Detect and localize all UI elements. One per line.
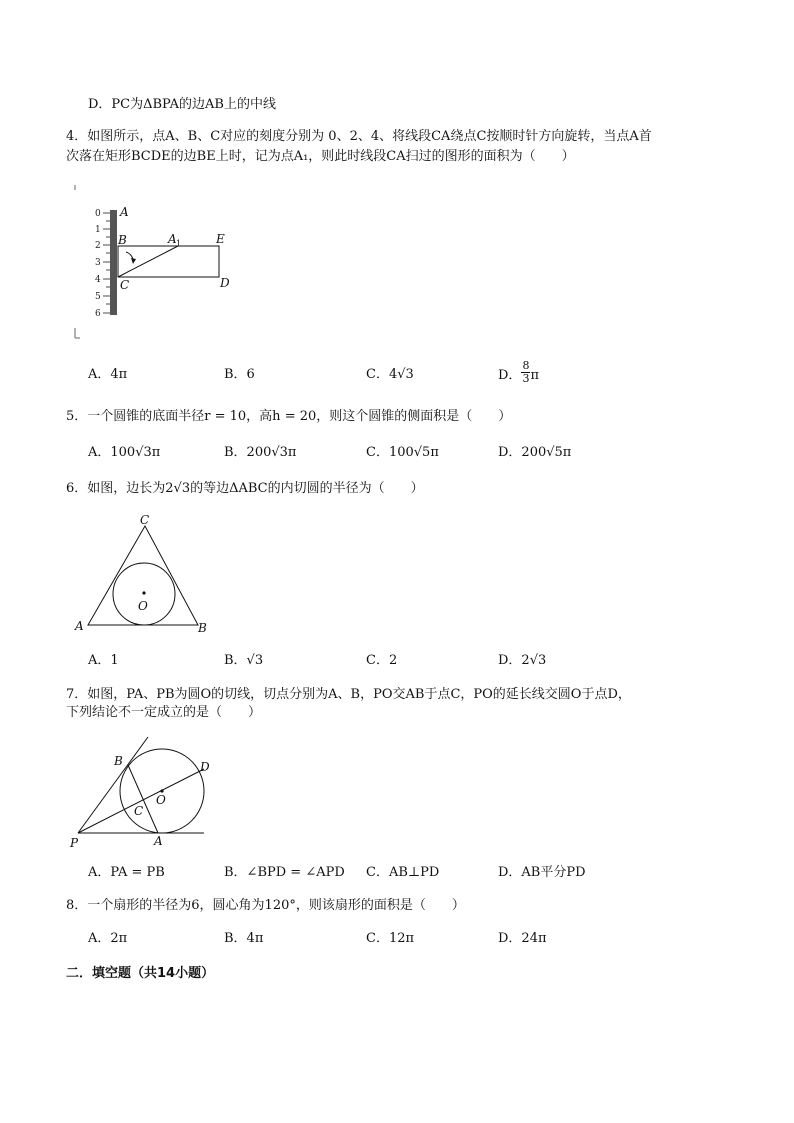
section-title: 二．填空题（共14小题） (66, 966, 215, 981)
q8-option-c: C．12π (366, 931, 415, 946)
label-a: A (120, 205, 129, 219)
q4-option-c: C．4√3 (366, 367, 414, 382)
q7-option-d: D．AB平分PD (498, 865, 586, 880)
q8-option-a: A．2π (88, 931, 128, 946)
label-o: O (156, 793, 166, 807)
q8-stem: 8．一个扇形的半径为6，圆心角为120°，则该扇形的面积是（ ） (66, 898, 465, 913)
ruler-tick-4: 4 (95, 275, 101, 285)
label-d: D (200, 760, 210, 774)
label-o: O (138, 599, 148, 613)
chord-ab (128, 765, 158, 833)
label-b: B (114, 754, 123, 768)
fraction-denominator: 3 (522, 372, 530, 385)
ruler-tick-3: 3 (95, 258, 101, 268)
q4-option-a: A．4π (88, 367, 128, 382)
q7-stem-line2: 下列结论不一定成立的是（ ） (66, 705, 262, 720)
q7-option-b: B．∠BPD = ∠APD (224, 865, 345, 880)
label-c: C (134, 804, 144, 818)
q4-option-b: B．6 (224, 367, 255, 382)
label-d: D (220, 276, 230, 290)
label-c: C (140, 513, 150, 527)
tangent-pb (78, 737, 148, 833)
center-o (142, 591, 145, 594)
ruler-tick-2: 2 (95, 241, 101, 251)
line-pd (78, 769, 204, 833)
label-a1-sub: 1 (176, 239, 182, 248)
label-b: B (198, 621, 207, 635)
label-e: E (216, 232, 225, 246)
q5-option-a: A．100√3π (88, 445, 161, 460)
q5-option-b: B．200√3π (224, 445, 297, 460)
ruler-tick-6: 6 (95, 309, 101, 319)
q6-option-a: A．1 (88, 653, 119, 668)
ruler-tick-1: 1 (95, 225, 101, 235)
q7-option-a: A．PA = PB (88, 865, 165, 880)
fraction-numerator: 8 (522, 359, 530, 372)
q6-option-c: C．2 (366, 653, 398, 668)
ruler-bar (110, 210, 117, 315)
q4-option-d-label: D． (498, 368, 522, 383)
q8-option-d: D．24π (498, 931, 547, 946)
q7-option-c: C．AB⊥PD (366, 865, 440, 880)
ruler-tick-0: 0 (95, 209, 101, 219)
q4-ruler-figure (70, 180, 240, 345)
q4-stem-line1: 4．如图所示，点A、B、C对应的刻度分别为 0、2、4、将线段CA绕点C按顺时针方向旋转，当点A首 (66, 129, 652, 144)
q6-stem: 6．如图，边长为2√3的等边ΔABC的内切圆的半径为（ ） (66, 481, 424, 496)
q6-option-d: D．2√3 (498, 653, 547, 668)
segment-ca1 (118, 246, 178, 277)
label-a: A (154, 834, 163, 848)
q4-option-d (498, 359, 539, 385)
label-b: B (118, 233, 127, 247)
q6-triangle-figure (72, 510, 222, 640)
q8-option-b: B．4π (224, 931, 264, 946)
q5-stem: 5．一个圆锥的底面半径r = 10，高h = 20，则这个圆锥的侧面积是（ ） (66, 409, 512, 424)
q7-tangent-figure (68, 735, 218, 855)
fraction-tail: π (530, 368, 539, 383)
q7-stem-line1: 7．如图，PA、PB为圆O的切线，切点分别为A、B，PO交AB于点C，PO的延长线交圆O于点D， (66, 687, 631, 702)
q5-option-d: D．200√5π (498, 445, 572, 460)
label-p: P (70, 836, 79, 850)
label-c: C (120, 278, 130, 292)
q4-stem-line2: 次落在矩形BCDE的边BE上时，记为点A₁，则此时线段CA扫过的图形的面积为（ ） (66, 149, 575, 164)
label-a: A (75, 619, 84, 633)
q5-option-c: C．100√5π (366, 445, 439, 460)
q3-option-d: D．PC为ΔBPA的边AB上的中线 (88, 97, 276, 112)
q6-option-b: B．√3 (224, 653, 264, 668)
ruler-tick-5: 5 (95, 292, 101, 302)
label-a1: A (168, 232, 177, 246)
